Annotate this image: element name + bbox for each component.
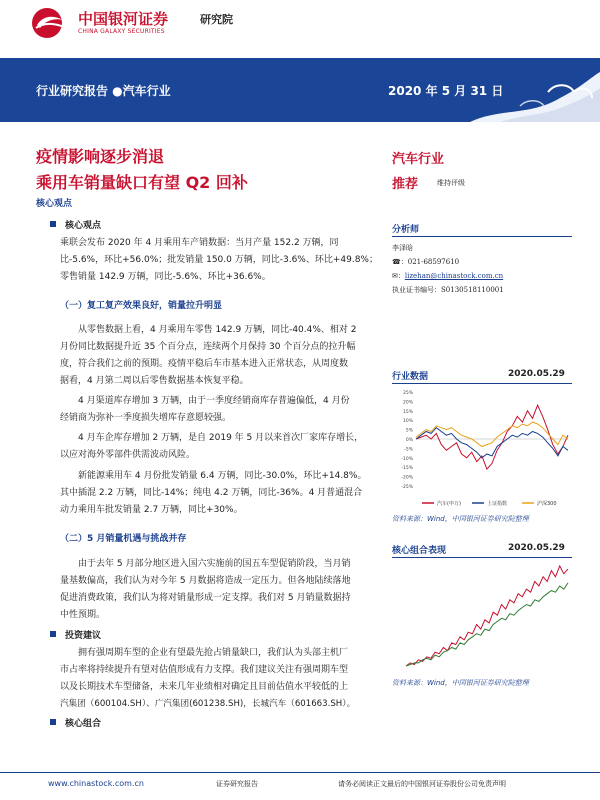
text-line: 汽集团（600104.SH）、广汽集团(601238.SH)，长城汽车（601663.SH）。 [60,699,356,709]
industry-data-date: 2020.05.29 [508,369,565,379]
core-view-paragraph [60,235,385,286]
text-line: 其中插混 2.2 万辆，同比-14%；纯电 4.2 万辆，同比-36%。4 月普通混合 [60,488,363,498]
y-tick-label: -10% [401,456,413,462]
bullet-square-icon [50,631,56,637]
series-line [406,566,568,666]
portfolio-data-source: 资料来源：Wind，中国银河证券研究院整理 [392,679,529,687]
text-line: 零售销量 142.9 万辆，同比-5.6%、环比+36.6%。 [60,272,271,282]
subsection-1-head: （一）复工复产效果良好，销量拉升明显 [60,301,223,311]
y-tick-label: -25% [401,485,413,490]
analyst-section-head: 分析师 [392,225,420,235]
sidebar-rating: 推荐 [392,177,419,192]
core-view-head-text: 核心观点 [65,221,102,231]
title-line-1: 疫情影响逐步消退 [36,147,165,166]
analyst-phone-row [392,257,459,267]
industry-data-source: 资料来源：Wind，中国银河证券研究院整理 [392,515,529,523]
text-line: 度，符合我们之前的预期。疫情平稳后车市基本进入正常状态，从周度数 [60,359,349,369]
portfolio-divider [392,557,572,558]
y-tick-label: -15% [401,466,413,472]
text-line: 4 月车企库存增加 2 万辆，是自 2019 年 5 月以来首次厂家库存增长， [78,433,364,443]
core-portfolio-head-text: 核心组合 [65,719,102,729]
text-line: 促进消费政策，我们认为将对销量形成一定支撑。我们对 5 月销量数据持 [60,593,351,603]
text-line: 中性预期。 [60,610,106,620]
industry-data-divider [392,383,572,384]
text-line: 以及长期技术车型储备，未来几年业绩相对确定且目前估值水平较低的上 [60,682,349,692]
series-line [406,583,568,666]
company-name-cn: 中国银河证券 [78,10,169,28]
industry-performance-chart [392,386,572,512]
y-tick-label: -5% [404,447,413,453]
text-line: 比-5.6%，环比+56.0%；批发销量 150.0 万辆，同比-3.6%、环比+49.8%； [60,255,378,265]
text-line: 月份同比数据提升近 35 个百分点，连续两个月保持 30 个百分点的拉升幅 [60,342,356,352]
footer-disclaimer: 请务必阅读正文最后的中国银河证券股份公司免责声明 [338,780,506,788]
phone-icon: ☎： [392,258,408,266]
text-line: 乘联会发布 2020 年 4 月乘用车产销数据：当月产量 152.2 万辆，同 [60,238,339,248]
y-tick-label: -20% [401,475,413,481]
y-tick-label: 10% [402,419,413,425]
text-line: 经销商为弥补一季度损失增库存意愿较强。 [60,413,232,423]
y-tick-label: 0% [405,438,413,443]
analyst-email-link[interactable]: lizehan@chinastock.com.cn [404,272,504,280]
footer-doc-type: 证券研究报告 [216,780,258,788]
report-date: 2020 年 5 月 31 日 [388,84,504,98]
portfolio-performance-chart [392,560,572,672]
text-line: 新能源乘用车 4 月份批发销量 6.4 万辆，同比-30.0%，环比+14.8%。 [78,471,367,481]
email-icon: ✉： [392,272,405,280]
subsection-1-paragraph-4 [60,468,385,519]
text-line: 拥有强周期车型的企业有望最先抢占销量缺口，我们认为头部主机厂 [78,648,349,658]
company-name-en: CHINA GALAXY SECURITIES [78,28,165,35]
subsection-1-paragraph-1 [60,322,385,390]
core-view-bullet-head [50,218,101,231]
portfolio-performance-head: 核心组合表现 [392,546,447,556]
bullet-square-icon [50,719,56,725]
text-line: 量基数偏高，我们认为对今年 5 月数据将造成一定压力。但各地陆续落地 [60,576,351,586]
y-tick-label: 15% [402,409,413,415]
subsection-2-paragraph [60,556,385,624]
invest-advice-paragraph [60,645,385,713]
text-line: 据看，4 月第二周以后零售数据基本恢复平稳。 [60,376,249,386]
research-institute-label: 研究院 [200,13,233,26]
text-line: 从零售数据上看，4 月乘用车零售 142.9 万辆，同比-40.4%、相对 2 [78,325,357,335]
y-tick-label: 25% [402,391,413,396]
industry-data-head: 行业数据 [392,372,429,382]
sidebar-rating-note: 维持评级 [437,179,465,187]
y-tick-label: 20% [402,400,413,406]
title-line-2: 乘用车销量缺口有望 Q2 回补 [36,173,248,192]
sidebar-industry: 汽车行业 [392,152,445,167]
text-line: 以应对海外零部件供需波动风险。 [60,450,196,460]
legend-label: 沪深300 [537,501,557,507]
series-line [416,405,568,469]
analyst-phone: 021-68597610 [407,258,460,266]
legend-label: 汽车(申万) [437,501,461,507]
text-line: 动力乘用车批发销量 2.7 万辆，同比+30%。 [60,505,243,515]
analyst-email-row [392,271,503,281]
analyst-name: 李泽晗 [392,244,413,252]
analyst-divider [392,236,572,237]
text-line: 市占率将持续提升有望对估值形成有力支撑。我们建议关注有强周期车型 [60,665,349,675]
invest-advice-bullet-head [50,628,101,641]
subsection-2-head: （二）5 月销量机遇与挑战并存 [60,534,187,544]
legend-label: 上证指数 [487,501,508,507]
section-core-view-label: 核心观点 [36,199,73,209]
footer-divider [0,772,600,773]
series-line [416,422,568,446]
bullet-square-icon [50,221,56,227]
subsection-1-paragraph-3 [60,430,385,464]
invest-advice-head-text: 投资建议 [65,631,102,641]
company-logo-icon [30,6,70,40]
footer-website-link[interactable]: www.chinastock.com.cn [48,779,144,788]
analyst-license: 执业证书编号：S0130518110001 [392,286,504,294]
report-type-label: 行业研究报告 ●汽车行业 [36,84,171,98]
y-tick-label: 5% [405,428,413,434]
core-portfolio-bullet-head [50,716,101,729]
portfolio-performance-date: 2020.05.29 [508,543,565,553]
subsection-1-paragraph-2 [60,393,385,427]
text-line: 由于去年 5 月部分地区进入国六实施前的国五车型促销阶段，当月销 [78,559,351,569]
text-line: 4 月渠道库存增加 3 万辆，由于一季度经销商库存普遍偏低，4 月份 [78,396,350,406]
